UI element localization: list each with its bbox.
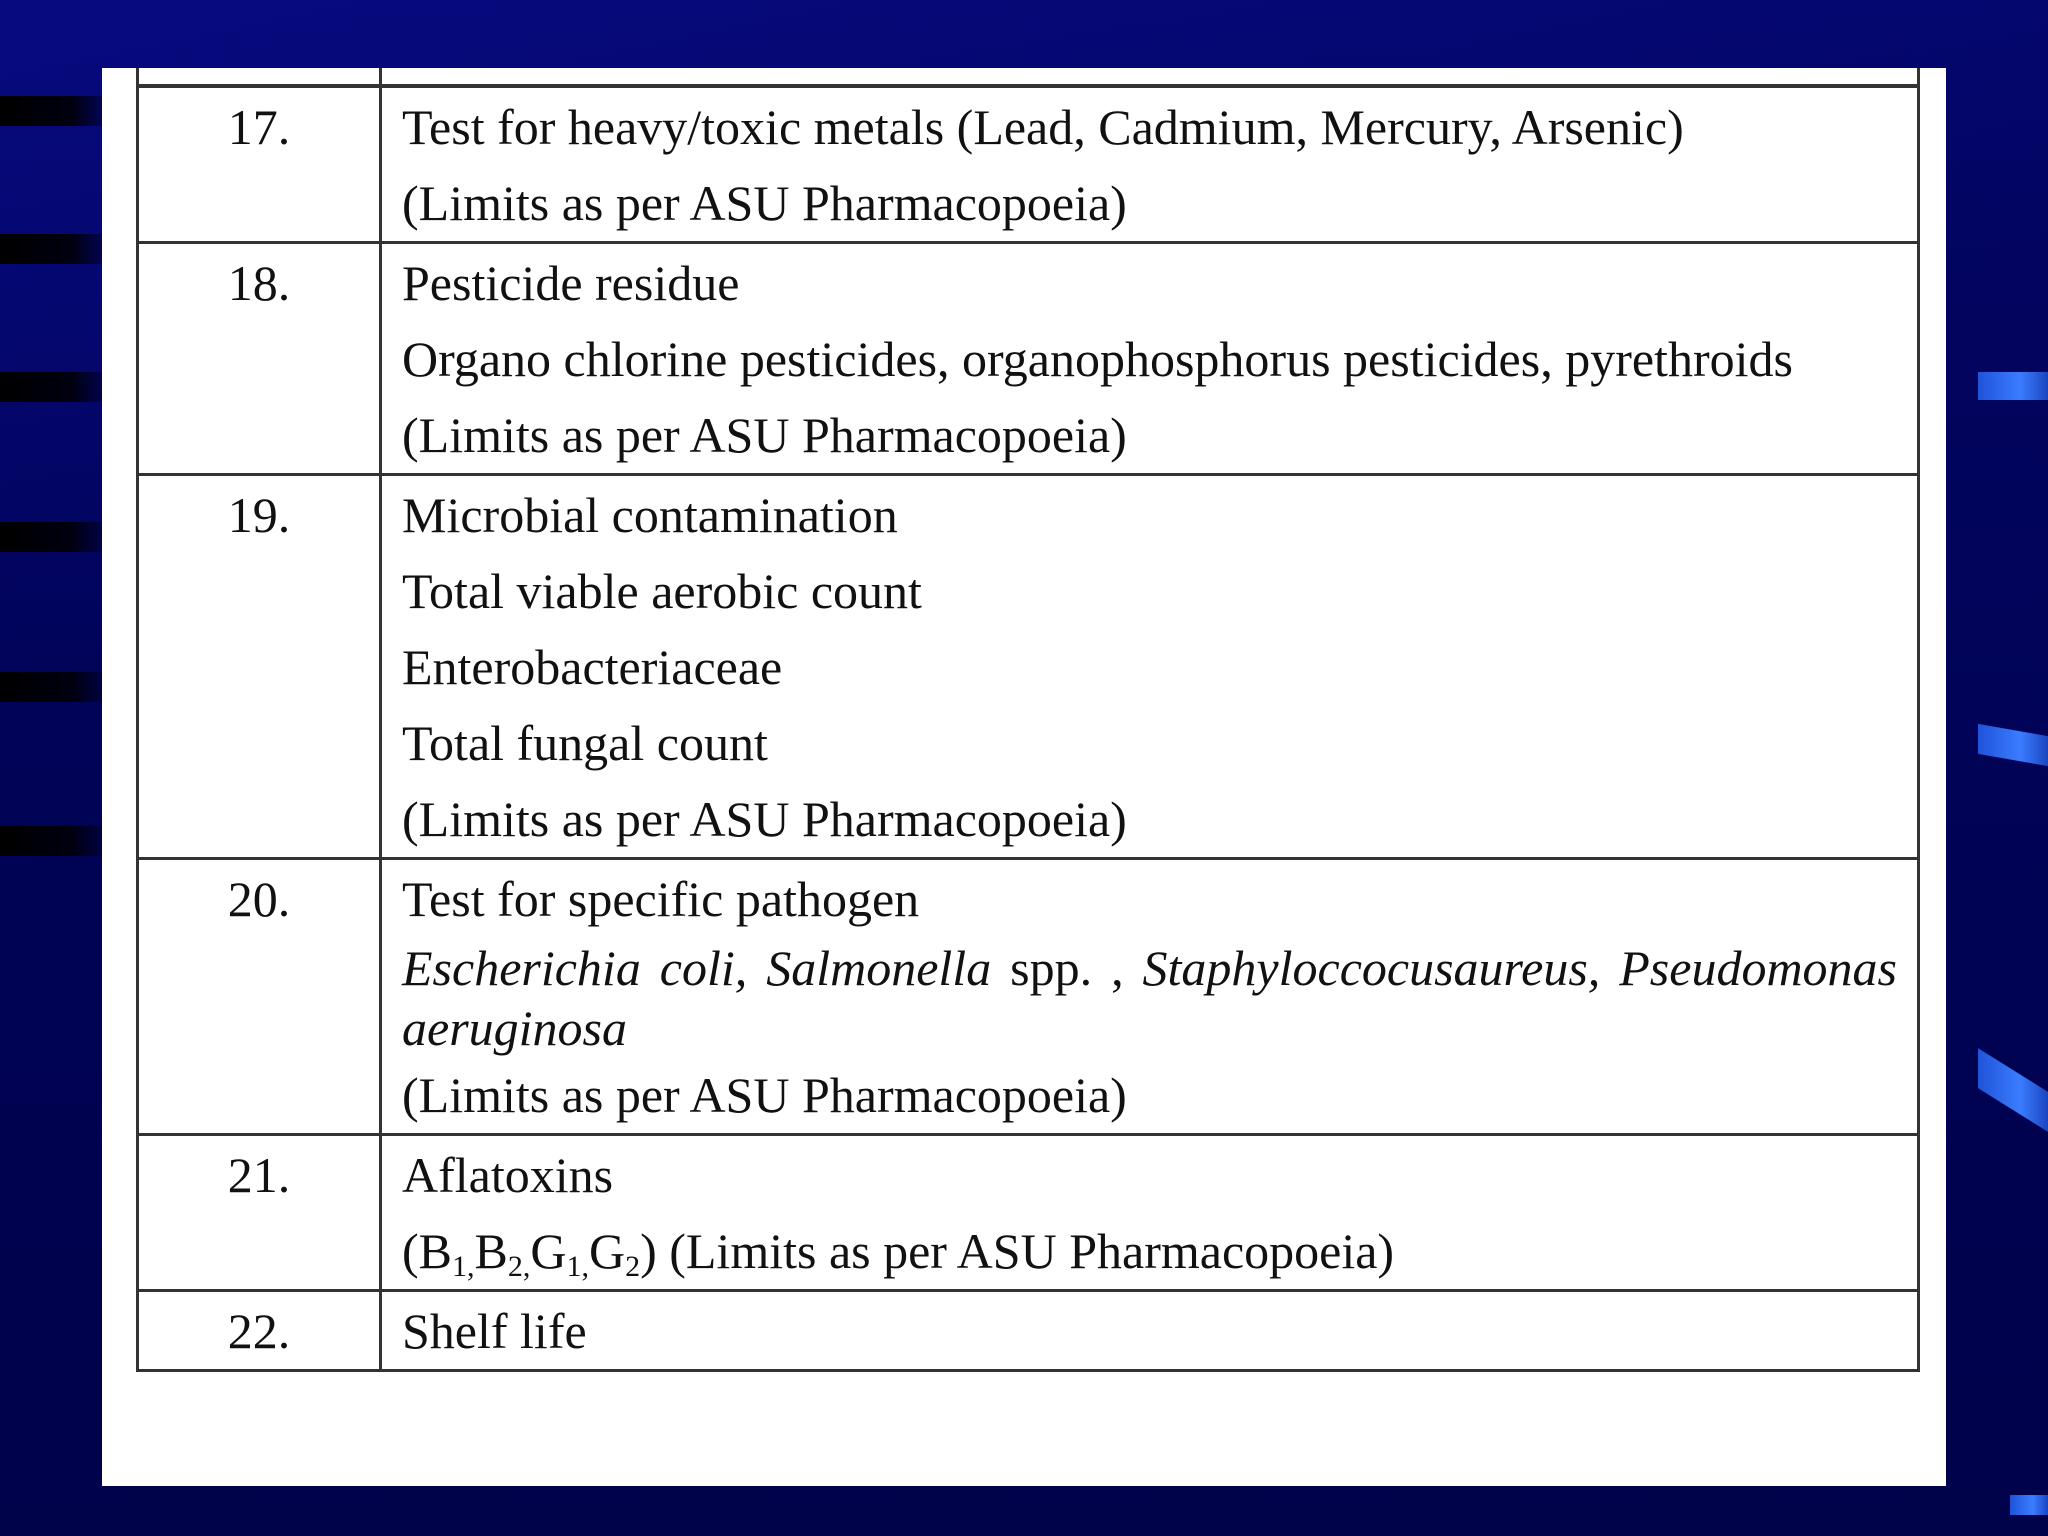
table-row xyxy=(138,1291,1919,1371)
table-row xyxy=(138,86,1919,243)
row-description-cell xyxy=(381,1291,1919,1371)
row-number: 19. xyxy=(227,487,291,543)
row-number-cell xyxy=(138,1291,381,1371)
row-description-cell xyxy=(381,243,1919,475)
table-row xyxy=(138,243,1919,475)
test-detail: Organo chlorine pesticides, organophosphorus pesticides, pyrethroids xyxy=(402,331,1793,387)
row-number-cell xyxy=(138,243,381,475)
row-number-cell xyxy=(138,859,381,1135)
organism-name: Staphyloccocusaureus, xyxy=(1142,940,1601,996)
test-detail: Total viable aerobic count xyxy=(402,563,922,619)
pathogen-list xyxy=(402,937,1897,999)
row-number: 22. xyxy=(227,1303,291,1359)
test-name: Test for heavy/toxic metals (Lead, Cadmium, Mercury, Arsenic) xyxy=(402,99,1684,155)
aflatoxin-limits: $(B_{1,}B_{2,}G_{1,}G_2)$ (Limits as per ASU Pharmacopoeia) xyxy=(402,1223,1395,1283)
organism-name: Salmonella xyxy=(766,940,992,996)
organism-name: Escherichia xyxy=(402,940,641,996)
decor-accent xyxy=(1978,1048,2048,1132)
row-number: 18. xyxy=(227,255,291,311)
specification-table xyxy=(136,68,1920,1372)
limits-note: (Limits as per ASU Pharmacopoeia) xyxy=(402,407,1127,463)
row-number: 17. xyxy=(227,99,291,155)
test-name: Shelf life xyxy=(402,1303,587,1359)
row-description-cell xyxy=(381,859,1919,1135)
organism-name: coli, xyxy=(659,940,748,996)
row-description-cell xyxy=(381,1135,1919,1291)
test-name: Microbial contamination xyxy=(402,487,898,543)
decor-stripe xyxy=(0,672,104,702)
limits-note: (Limits as per ASU Pharmacopoeia) xyxy=(402,1067,1127,1123)
test-detail: Enterobacteriaceae xyxy=(402,639,783,695)
row-number-cell xyxy=(138,86,381,243)
organism-name: Pseudomonas xyxy=(1619,940,1898,996)
decor-stripe xyxy=(0,522,104,552)
table-row xyxy=(138,475,1919,859)
organism-name: aeruginosa xyxy=(402,1000,627,1056)
row-description-cell xyxy=(381,475,1919,859)
test-name: Pesticide residue xyxy=(402,255,740,311)
table-row-partial xyxy=(138,68,1919,86)
decor-stripe xyxy=(0,372,104,402)
organism-suffix: spp. , xyxy=(1010,940,1124,996)
limits-note: (Limits as per ASU Pharmacopoeia) xyxy=(402,791,1127,847)
test-name: Test for specific pathogen xyxy=(402,871,920,927)
row-description-cell xyxy=(381,86,1919,243)
row-number-cell xyxy=(138,475,381,859)
row-number: 20. xyxy=(227,871,291,927)
table-image-panel xyxy=(102,68,1946,1486)
row-number-cell xyxy=(138,68,381,86)
decor-accent xyxy=(2010,1495,2048,1515)
test-detail: Total fungal count xyxy=(402,715,768,771)
decor-accent xyxy=(1978,724,2048,766)
row-description-cell xyxy=(381,68,1919,86)
decor-stripe xyxy=(0,96,104,126)
decor-accent xyxy=(1978,372,2048,400)
test-name: Aflatoxins xyxy=(402,1147,614,1203)
row-number: 21. xyxy=(227,1147,291,1203)
limits-note: (Limits as per ASU Pharmacopoeia) xyxy=(402,175,1127,231)
decor-stripe xyxy=(0,234,104,264)
row-number-cell xyxy=(138,1135,381,1291)
table-row xyxy=(138,1135,1919,1291)
table-row xyxy=(138,859,1919,1135)
decor-stripe xyxy=(0,826,104,856)
